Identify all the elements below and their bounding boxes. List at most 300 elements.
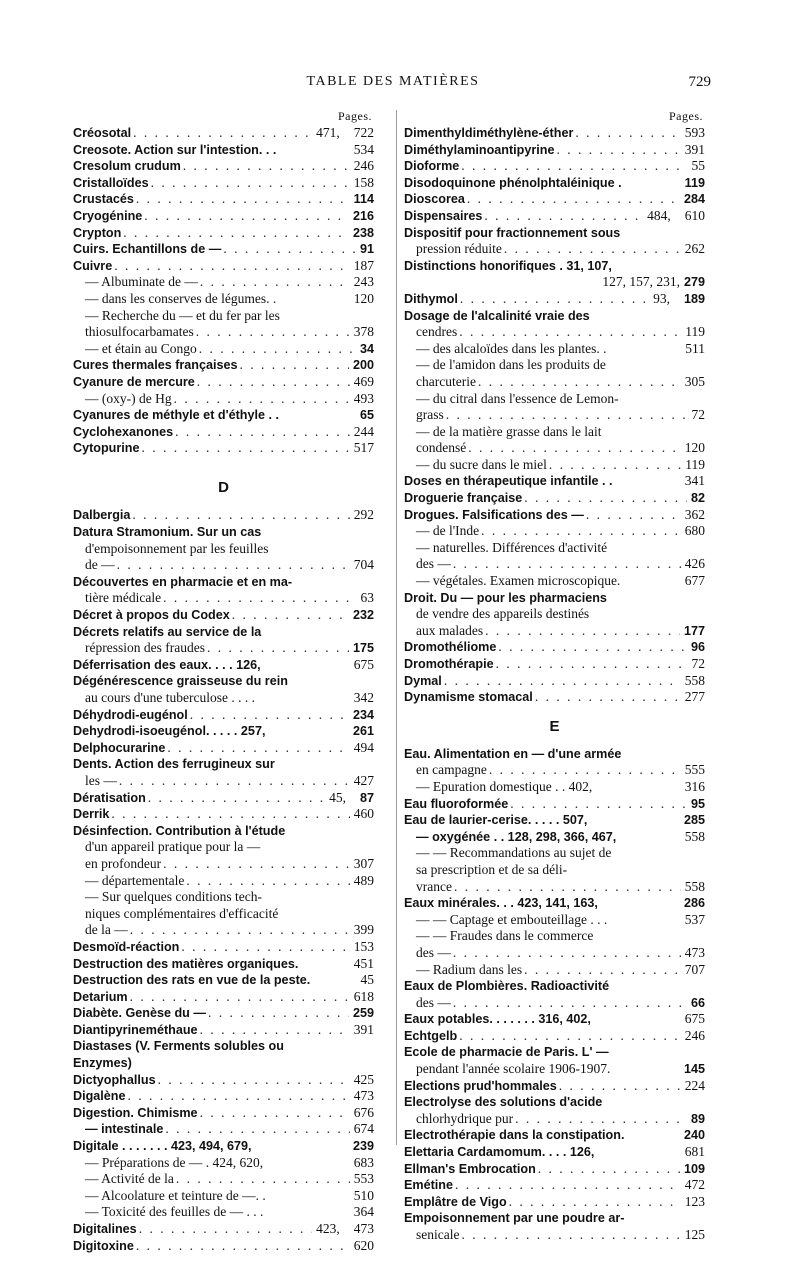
entry-pages: 55 xyxy=(691,158,705,174)
entry-term: Digalène xyxy=(73,1089,126,1104)
index-entry xyxy=(73,989,374,1006)
dot-leader xyxy=(482,208,643,225)
dot-leader xyxy=(134,1238,350,1255)
column-divider xyxy=(396,110,397,1145)
dot-leader xyxy=(112,258,350,275)
dot-leader xyxy=(452,879,681,896)
index-entry xyxy=(404,606,705,623)
entry-pages: 119 xyxy=(685,324,705,340)
dot-leader xyxy=(483,623,680,640)
entry-pages: 558 xyxy=(684,672,705,688)
dot-leader xyxy=(161,590,356,607)
index-entry xyxy=(73,142,374,159)
entry-term: niques complémentaires d'efficacité xyxy=(85,905,279,921)
entry-pages: 364 xyxy=(353,1204,374,1220)
index-entry xyxy=(73,291,374,308)
index-entry xyxy=(404,1044,705,1061)
entry-term: Crustacés xyxy=(73,192,134,207)
index-entry xyxy=(73,1005,374,1022)
entry-pages: 224 xyxy=(684,1077,705,1093)
entry-term: Electrothérapie dans la constipation. xyxy=(404,1128,625,1143)
entry-term: Ecole de pharmacie de Paris. L' — xyxy=(404,1045,609,1060)
index-entry xyxy=(404,225,705,242)
dot-leader xyxy=(134,191,350,208)
index-entry xyxy=(73,1022,374,1039)
entry-pages: 120 xyxy=(684,440,705,456)
dot-leader xyxy=(451,945,681,962)
index-entry xyxy=(73,823,374,840)
entry-term: Cristalloïdes xyxy=(73,175,149,190)
dot-leader xyxy=(465,191,680,208)
entry-term: Eaux minérales. . . 423, 141, 163, xyxy=(404,896,598,911)
entry-term: chlorhydrique pur xyxy=(416,1110,514,1126)
entry-term: Derrik xyxy=(73,807,110,822)
entry-term: — — Captage et embouteillage . . . xyxy=(416,911,608,927)
entry-term: grass xyxy=(416,407,444,423)
entry-term: Delphocurarine xyxy=(73,740,166,755)
entry-pages: 286 xyxy=(683,896,705,911)
entry-term: — Alcoolature et teinture de —. . xyxy=(85,1187,266,1203)
index-entry xyxy=(73,374,374,391)
entry-pages: 399 xyxy=(353,922,374,938)
index-entry xyxy=(404,357,705,374)
entry-term: Dromothérapie xyxy=(404,657,494,671)
dot-leader xyxy=(238,357,349,374)
dot-leader xyxy=(547,457,681,474)
entry-term: Cyanure de mercure xyxy=(73,374,195,389)
index-entry xyxy=(404,590,705,607)
entry-term: Empoisonnement par une poudre ar- xyxy=(404,1211,625,1226)
index-entry xyxy=(404,862,705,879)
index-entry xyxy=(404,573,705,590)
index-entry xyxy=(73,1088,374,1105)
dot-leader xyxy=(161,856,350,873)
index-entry xyxy=(73,1155,374,1172)
page-number: 729 xyxy=(688,74,711,90)
index-entry xyxy=(73,939,374,956)
index-entry xyxy=(73,191,374,208)
dot-leader xyxy=(513,1111,687,1128)
dot-leader xyxy=(197,341,356,358)
index-entry xyxy=(404,540,705,557)
dot-leader xyxy=(109,806,349,823)
entry-term: de la — xyxy=(85,922,128,938)
entry-pages-last: 189 xyxy=(683,291,705,306)
entry-term: Eaux de Plombières. Radioactivité xyxy=(404,979,610,994)
index-entry xyxy=(73,225,374,242)
entry-pages: 555 xyxy=(684,762,705,778)
entry-term: — départementale xyxy=(85,872,185,888)
index-entry xyxy=(404,391,705,408)
entry-term: répression des fraudes xyxy=(85,640,205,656)
entry-pages: 423, xyxy=(316,1221,340,1236)
dot-leader xyxy=(451,995,687,1012)
dot-leader xyxy=(128,922,350,939)
dot-leader xyxy=(536,1161,680,1178)
entry-term: — végétales. Examen microscopique. xyxy=(416,573,621,589)
entry-pages: 244 xyxy=(353,423,374,439)
entry-pages: 200 xyxy=(352,358,374,373)
index-entry xyxy=(73,1121,374,1138)
dot-leader xyxy=(487,762,681,779)
dot-leader xyxy=(194,324,350,341)
entry-term: Datura Stramonium. Sur un cas xyxy=(73,525,262,540)
entry-term: Diastases (V. Ferments solubles ou xyxy=(73,1039,284,1054)
entry-term: Cyclohexanones xyxy=(73,424,174,439)
index-entry xyxy=(73,357,374,374)
entry-term: Elections prud'hommales xyxy=(404,1078,557,1093)
index-entry xyxy=(73,175,374,192)
index-entry xyxy=(404,1078,705,1095)
entry-pages: 234 xyxy=(352,707,374,722)
entry-pages: 34 xyxy=(359,341,374,356)
entry-term: Distinctions honorifiques . 31, 107, xyxy=(404,258,612,273)
dot-leader xyxy=(198,274,350,291)
index-entry xyxy=(404,1210,705,1227)
index-entry xyxy=(404,879,705,896)
entry-term: Dispensaires xyxy=(404,208,483,223)
index-entry xyxy=(73,673,374,690)
entry-pages: 114 xyxy=(353,192,374,207)
entry-term: sa prescription et de sa déli- xyxy=(416,861,568,877)
entry-term: Crypton xyxy=(73,225,122,240)
entry-term: Destruction des rats en vue de la peste. xyxy=(73,973,311,988)
entry-pages: 558 xyxy=(684,828,705,844)
entry-pages: 89 xyxy=(690,1111,705,1126)
entry-term: Diantipyrineméthaue xyxy=(73,1022,198,1037)
entry-pages: 341 xyxy=(684,473,705,489)
entry-term: Dynamisme stomacal xyxy=(404,690,533,705)
entry-term: Eau fluoroformée xyxy=(404,796,509,811)
entry-term: — du sucre dans le miel xyxy=(416,456,547,472)
index-entry xyxy=(73,241,374,258)
dot-leader xyxy=(502,241,681,258)
dot-leader xyxy=(130,507,349,524)
dot-leader xyxy=(188,707,349,724)
entry-term: Dithymol xyxy=(404,291,458,306)
entry-term: Dimenthyldiméthylène-éther xyxy=(404,126,574,140)
entry-pages: 460 xyxy=(353,806,374,822)
entry-pages: 534 xyxy=(353,141,374,157)
dot-leader xyxy=(457,1028,681,1045)
entry-pages: 243 xyxy=(353,274,374,290)
entry-term: — — Fraudes dans le commerce xyxy=(416,928,594,944)
entry-term: Cures thermales françaises xyxy=(73,358,238,373)
index-entry xyxy=(73,341,374,358)
entry-pages: 125 xyxy=(684,1227,705,1242)
entry-term: Dymal xyxy=(404,673,442,688)
page-header xyxy=(75,74,711,96)
index-entry xyxy=(404,1061,705,1078)
entry-term: Ellman's Embrocation xyxy=(404,1161,536,1176)
entry-term: en campagne xyxy=(416,762,487,778)
dot-leader xyxy=(444,407,688,424)
dot-leader xyxy=(156,1072,350,1089)
index-entry xyxy=(404,457,705,474)
dot-leader xyxy=(573,125,680,142)
index-entry xyxy=(404,191,705,208)
index-entry xyxy=(73,922,374,939)
entry-pages: 494 xyxy=(353,739,374,755)
entry-term: Cyanures de méthyle et d'éthyle . . xyxy=(73,408,279,423)
entry-pages: 618 xyxy=(353,988,374,1004)
entry-pages: 72 xyxy=(691,407,705,423)
index-entry xyxy=(73,1105,374,1122)
index-entry xyxy=(404,1094,705,1111)
entry-pages: 82 xyxy=(690,491,705,506)
index-entry xyxy=(404,1227,705,1244)
dot-leader xyxy=(172,391,350,408)
entry-term: Déhydrodi-eugénol xyxy=(73,707,188,722)
entry-term: Dosage de l'alcalinité vraie des xyxy=(404,308,590,323)
entry-term: Disodoquinone phénolphtaléinique . xyxy=(404,175,622,190)
dot-leader xyxy=(206,1005,349,1022)
dot-leader xyxy=(195,374,350,391)
index-entry xyxy=(73,640,374,657)
entry-pages: 292 xyxy=(353,507,374,523)
index-entry xyxy=(73,972,374,989)
index-entry xyxy=(404,1111,705,1128)
dot-leader xyxy=(179,939,349,956)
index-entry xyxy=(404,407,705,424)
entry-term: Diabète. Genèse du — xyxy=(73,1006,206,1021)
entry-term: pression réduite xyxy=(416,241,502,257)
entry-term: Diméthylaminoantipyrine xyxy=(404,142,555,157)
entry-pages-last: 722 xyxy=(353,125,374,140)
index-entry xyxy=(404,912,705,929)
entry-term: — intestinale xyxy=(85,1122,164,1137)
entry-term: Droit. Du — pour les pharmaciens xyxy=(404,590,607,605)
entry-term: — Sur quelques conditions tech- xyxy=(85,889,262,905)
entry-term: — Préparations de — . 424, 620, xyxy=(85,1154,264,1170)
entry-pages: 675 xyxy=(353,656,374,672)
entry-term: Dalbergia xyxy=(73,508,131,523)
dot-leader xyxy=(458,291,649,308)
entry-pages: 473 xyxy=(353,1088,374,1104)
entry-term: de vendre des appareils destinés xyxy=(416,606,590,622)
index-entry xyxy=(73,1204,374,1221)
dot-leader xyxy=(584,507,681,524)
entry-term: Dioforme xyxy=(404,159,460,174)
dot-leader xyxy=(453,1177,681,1194)
entry-pages: 707 xyxy=(684,961,705,977)
entry-pages: 63 xyxy=(360,590,374,606)
entry-term: pendant l'année scolaire 1906-1907. xyxy=(416,1061,611,1077)
index-entry xyxy=(73,158,374,175)
index-entry xyxy=(404,308,705,325)
index-entry xyxy=(404,812,705,829)
index-entry xyxy=(404,274,705,291)
index-entry xyxy=(404,1161,705,1178)
index-entry xyxy=(73,790,374,807)
entry-term: — de l'Inde xyxy=(416,523,480,539)
index-entry xyxy=(404,125,705,142)
index-entry xyxy=(73,1238,374,1255)
entry-pages: 123 xyxy=(684,1193,705,1209)
entry-term: — de la matière grasse dans le lait xyxy=(416,423,602,439)
entry-term: — des alcaloïdes dans les plantes. . xyxy=(416,340,607,356)
entry-term: Dioscorea xyxy=(404,192,465,207)
entry-term: Dégénérescence graisseuse du rein xyxy=(73,674,288,689)
entry-pages: 153 xyxy=(353,938,374,954)
dot-leader xyxy=(522,962,681,979)
entry-pages: 96 xyxy=(690,640,705,655)
index-entry xyxy=(73,806,374,823)
entry-pages: 674 xyxy=(353,1121,374,1137)
dot-leader xyxy=(205,640,349,657)
index-entry xyxy=(404,208,705,225)
entry-pages: 72 xyxy=(691,656,705,671)
dot-leader xyxy=(457,324,681,341)
index-entry xyxy=(404,779,705,796)
index-entry xyxy=(404,490,705,507)
entry-term: Dératisation xyxy=(73,790,146,805)
entry-term: de — xyxy=(85,557,115,573)
index-entry xyxy=(73,541,374,558)
entry-pages: 489 xyxy=(353,872,374,888)
entry-pages: 427 xyxy=(353,772,374,788)
index-entry xyxy=(404,845,705,862)
dot-leader xyxy=(451,556,681,573)
dot-leader xyxy=(142,208,349,225)
entry-pages: 378 xyxy=(353,324,374,340)
entry-pages: 177 xyxy=(683,623,705,638)
entry-pages: 683 xyxy=(353,1154,374,1170)
entry-term: d'un appareil pratique pour la — xyxy=(85,839,261,855)
dot-leader xyxy=(459,1227,680,1244)
entry-term: senicale xyxy=(416,1227,460,1242)
entry-term: Créosotal xyxy=(73,126,132,140)
index-entry xyxy=(73,690,374,707)
index-entry xyxy=(73,557,374,574)
letter-d-entries xyxy=(73,507,374,1254)
entry-pages: 91 xyxy=(359,242,374,257)
index-entry xyxy=(404,1011,705,1028)
entry-pages: 261 xyxy=(352,724,374,739)
index-entry xyxy=(404,507,705,524)
entry-pages: 681 xyxy=(684,1144,705,1160)
entry-term: — naturelles. Différences d'activité xyxy=(416,539,608,555)
index-entry xyxy=(404,324,705,341)
entry-term: Destruction des matières organiques. xyxy=(73,956,299,971)
entry-term: — du citral dans l'essence de Lemon- xyxy=(416,390,619,406)
entry-term: Emétine xyxy=(404,1178,453,1193)
index-entry xyxy=(404,440,705,457)
index-entry xyxy=(404,341,705,358)
entry-term: Echtgelb xyxy=(404,1028,458,1043)
index-entry xyxy=(404,762,705,779)
entry-term: Digitalines xyxy=(73,1222,137,1236)
dot-leader xyxy=(174,1171,350,1188)
entry-pages: 676 xyxy=(353,1104,374,1120)
entry-pages: 677 xyxy=(684,573,705,589)
index-entry xyxy=(404,962,705,979)
entry-pages: 469 xyxy=(353,373,374,389)
index-entry xyxy=(73,507,374,524)
letter-heading-e: E xyxy=(549,717,560,735)
entry-term: Elettaria Cardamomum. . . . 126, xyxy=(404,1145,595,1160)
entry-term: cendres xyxy=(416,324,458,340)
entry-term: Electrolyse des solutions d'acide xyxy=(404,1095,603,1110)
dot-leader xyxy=(554,142,680,159)
index-entry xyxy=(404,895,705,912)
index-entry xyxy=(404,928,705,945)
entry-pages: 93, xyxy=(653,290,670,306)
dot-leader xyxy=(139,440,349,457)
entry-pages: 119 xyxy=(684,175,705,190)
index-entry xyxy=(404,623,705,640)
index-entry xyxy=(73,1055,374,1072)
entry-pages: 391 xyxy=(353,1021,374,1037)
index-entry xyxy=(73,1038,374,1055)
entry-term: Enzymes) xyxy=(73,1056,132,1071)
entry-term: en profondeur xyxy=(85,855,162,871)
letter-heading-d: D xyxy=(218,479,229,497)
index-entry xyxy=(73,208,374,225)
entry-term: — oxygénée . . 128, 298, 366, 467, xyxy=(416,829,617,844)
dot-leader xyxy=(181,158,350,175)
dot-leader xyxy=(508,796,687,813)
entry-term: Creosote. Action sur l'intestion. . . xyxy=(73,142,277,157)
entry-pages: 451 xyxy=(353,955,374,971)
index-entry xyxy=(73,1171,374,1188)
dot-leader xyxy=(128,989,350,1006)
index-entry xyxy=(73,1138,374,1155)
entry-pages: 279 xyxy=(683,275,705,290)
dot-leader xyxy=(121,225,349,242)
entry-term: Cytopurine xyxy=(73,441,140,456)
entry-term: Desmoïd-réaction xyxy=(73,939,180,954)
entry-pages: 238 xyxy=(352,225,374,240)
entry-term: Cuirs. Echantillons de — xyxy=(73,242,222,257)
index-entry xyxy=(404,689,705,706)
entry-pages: 316 xyxy=(684,778,705,794)
entry-term: thiosulfocarbamates xyxy=(85,324,194,340)
dot-leader xyxy=(126,1088,350,1105)
entry-pages: 553 xyxy=(353,1171,374,1187)
dot-leader xyxy=(533,689,681,706)
entry-term: Digitale . . . . . . . 423, 494, 679, xyxy=(73,1139,252,1154)
entry-term: — de l'amidon dans les produits de xyxy=(416,357,606,373)
dot-leader xyxy=(115,557,350,574)
entry-term: Dehydrodi-isoeugénol. . . . . 257, xyxy=(73,724,266,739)
entry-term: charcuterie xyxy=(416,373,476,389)
index-column-left xyxy=(73,108,374,1254)
letter-d-entries-cont xyxy=(404,125,705,706)
dot-leader xyxy=(479,523,681,540)
dot-leader xyxy=(117,773,350,790)
entry-pages: 232 xyxy=(352,608,374,623)
entry-pages: 277 xyxy=(684,689,705,705)
index-entry xyxy=(73,707,374,724)
dot-leader xyxy=(442,673,681,690)
letter-c-entries xyxy=(73,125,374,457)
entry-pages: 704 xyxy=(353,557,374,573)
entry-pages: 471, xyxy=(316,125,340,140)
dot-leader xyxy=(146,790,325,807)
entry-pages: 65 xyxy=(359,408,374,423)
dot-leader xyxy=(163,1121,349,1138)
entry-term: Digitoxine xyxy=(73,1238,134,1253)
entry-pages: 593 xyxy=(684,125,705,140)
entry-pages: 120 xyxy=(353,290,374,306)
entry-pages: 558 xyxy=(684,878,705,894)
index-entry xyxy=(73,391,374,408)
index-entry xyxy=(73,324,374,341)
entry-term: — Activité de la xyxy=(85,1171,174,1187)
entry-pages: 246 xyxy=(684,1027,705,1043)
entry-pages: 240 xyxy=(683,1128,705,1143)
